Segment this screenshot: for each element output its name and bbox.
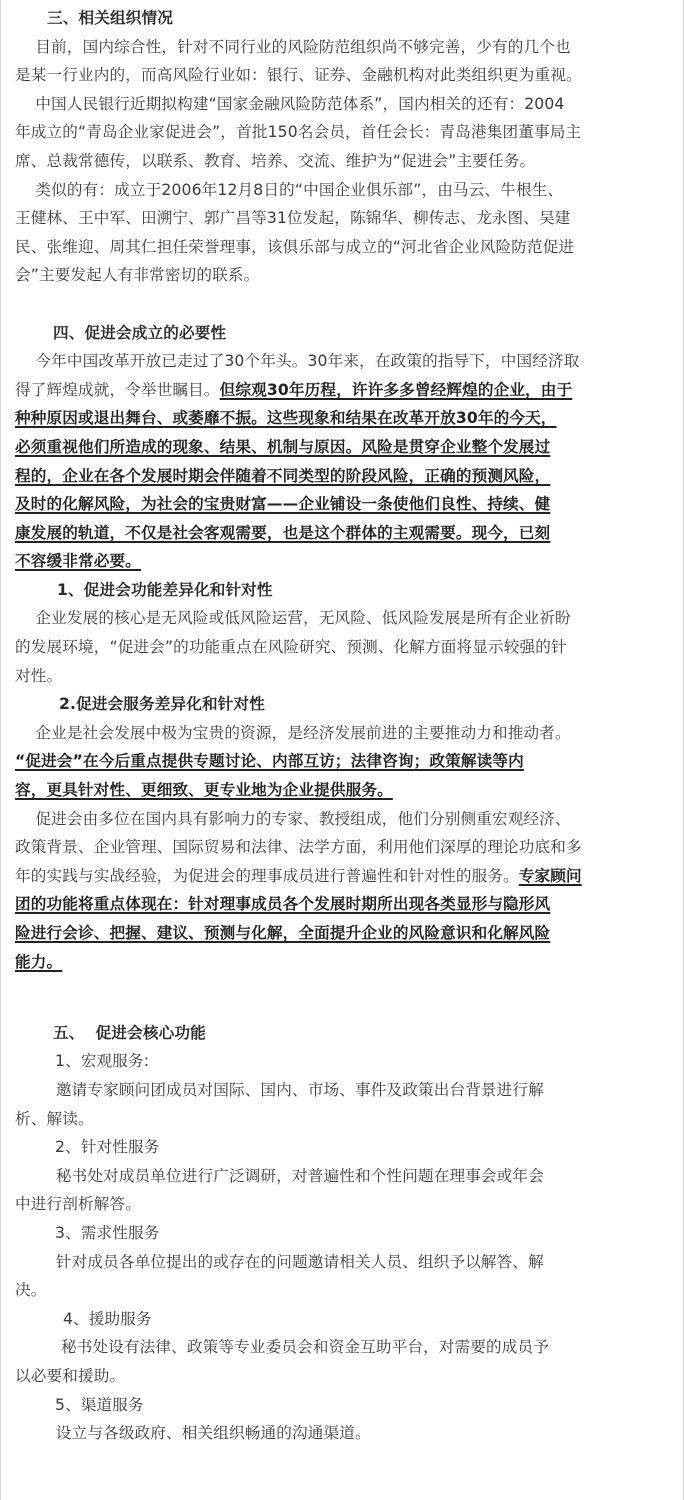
service-item-line: 中进行剖析解答。 — [15, 1195, 141, 1214]
s3-line: 中国人民银行近期拟构建“国家金融风险防范体系”，国内相关的还有：2004 — [15, 94, 565, 113]
service-item-title: 3、需求性服务 — [55, 1223, 160, 1242]
service-item-line: 秘书处对成员单位进行广泛调研，对普遍性和个性问题在理事会或年会 — [15, 1166, 544, 1185]
s4-bold-line: 及时的化解风险，为社会的宝贵财富——企业铺设一条使他们良性、持续、健 — [15, 495, 551, 514]
sub2-bold-line: 团的功能将重点体现在：针对理事成员各个发展时期所出现各类显形与隐形风 — [15, 895, 551, 914]
service-item-line: 针对成员各单位提出的或存在的问题邀请相关人员、组织予以解答、解 — [15, 1252, 544, 1271]
sub2-plain-text: 年的实践与实战经验，为促进会的理事成员进行普遍性和针对性的服务。 — [15, 866, 519, 885]
subsection-1-heading: 1、促进会功能差异化和针对性 — [57, 580, 273, 599]
service-item-title: 1、宏观服务: — [55, 1052, 150, 1071]
sub2-line: 政策背景、企业管理、国际贸易和法律、法学方面，利用他们深厚的理论功底和多 — [15, 838, 582, 857]
s4-bold-line: 康发展的轨道，不仅是社会客观需要，也是这个群体的主观需要。现今，已刻 — [15, 523, 551, 542]
s4-bold-line: 不容缓非常必要。 — [15, 552, 141, 571]
s3-line: 目前，国内综合性，针对不同行业的风险防范组织尚不够完善，少有的几个也 — [15, 37, 571, 56]
s3-line: 民、张维迎、周其仁担任荣誉理事，该俱乐部与成立的“河北省企业风险防范促进 — [15, 237, 575, 256]
spacer — [15, 1005, 665, 1019]
subsection-2-heading: 2.促进会服务差异化和针对性 — [59, 695, 265, 714]
s4-plain-text: 得了辉煌成就，令举世瞩目。 — [15, 380, 220, 399]
sub1-line: 的发展环境，“促进会”的功能重点在风险研究、预测、化解方面将显示较强的针 — [15, 638, 567, 657]
section-3-heading: 三、相关组织情况 — [47, 9, 173, 27]
s4-bold-line: 程的，企业在各个发展时期会伴随着不同类型的阶段风险，正确的预测风险， — [15, 466, 551, 485]
s4-line: 今年中国改革开放已走过了30个年头。30年来，在政策的指导下，中国经济取 — [15, 352, 580, 371]
sub2-line: 促进会由多位在国内具有影响力的专家、教授组成，他们分别侧重宏观经济、 — [15, 809, 571, 828]
sub2-mixed-line — [15, 862, 665, 891]
s3-line: 会”主要发起人有非常密切的联系。 — [15, 266, 260, 285]
spacer — [15, 290, 665, 319]
section-5-heading: 五、 促进会核心功能 — [53, 1023, 206, 1042]
service-item-line: 决。 — [15, 1281, 47, 1300]
sub1-line: 对性。 — [15, 666, 63, 685]
s3-line: 席、总裁常德传，以联系、教育、培养、交流、维护为“促进会”主要任务。 — [15, 151, 536, 170]
service-item-title: 2、针对性服务 — [55, 1138, 160, 1157]
service-item-title: 5、渠道服务 — [55, 1395, 144, 1414]
sub2-bold-line: 容，更具针对性、更细致、更专业地为企业提供服务。 — [15, 781, 393, 800]
spacer — [15, 976, 665, 1005]
s3-line: 是某一行业内的，而高风险行业如：银行、证券、金融机构对此类组织更为重视。 — [15, 66, 582, 85]
service-item-line: 邀请专家顾问团成员对国际、国内、市场、事件及政策出台背景进行解 — [15, 1080, 544, 1099]
section-4-heading: 四、促进会成立的必要性 — [53, 323, 227, 342]
service-item-line: 设立与各级政府、相关组织畅通的沟通渠道。 — [15, 1424, 371, 1443]
s4-mixed-line — [15, 376, 665, 405]
sub2-bold-line: 能力。 — [15, 952, 63, 971]
service-item-line: 析、解读。 — [15, 1109, 94, 1128]
sub2-bold-line: 险进行会诊、把握、建议、预测与化解，全面提升企业的风险意识和化解风险 — [15, 924, 551, 942]
document-content — [15, 4, 665, 1448]
s3-line: 类似的有：成立于2006年12月8日的“中国企业俱乐部”，由马云、牛根生、 — [15, 180, 564, 199]
sub1-line: 企业发展的核心是无风险或低风险运营，无风险、低风险发展是所有企业祈盼 — [15, 609, 571, 628]
s4-bold-line: 必须重视他们所造成的现象、结果、机制与原因。风险是贯穿企业整个发展过 — [15, 437, 551, 456]
section-3-body — [15, 33, 665, 290]
service-item-line: 以必要和援助。 — [15, 1366, 126, 1385]
service-item-title: 4、援助服务 — [63, 1309, 152, 1328]
sub2-line: 企业是社会发展中极为宝贵的资源，是经济发展前进的主要推动力和推动者。 — [15, 723, 571, 742]
service-item-line: 秘书处设有法律、政策等专业委员会和资金互助平台，对需要的成员予 — [15, 1338, 550, 1357]
s3-line: 年成立的“青岛企业家促进会”，首批150名会员，首任会长：青岛港集团董事局主 — [15, 123, 582, 142]
s4-bold-line: 种种原因或退出舞台、或萎靡不振。这些现象和结果在改革开放30年的今天， — [15, 409, 557, 428]
sub2-bold-text: 专家顾问 — [518, 866, 582, 885]
s3-line: 王健林、王中军、田溯宁、郭广昌等31位发起，陈锦华、柳传志、龙永图、吴建 — [15, 209, 571, 228]
sub2-bold-line: “促进会”在今后重点提供专题讨论、内部互访；法律咨询；政策解读等内 — [15, 752, 524, 771]
s4-bold-text: 但综观30年历程，许许多多曾经辉煌的企业，由于 — [219, 380, 573, 399]
